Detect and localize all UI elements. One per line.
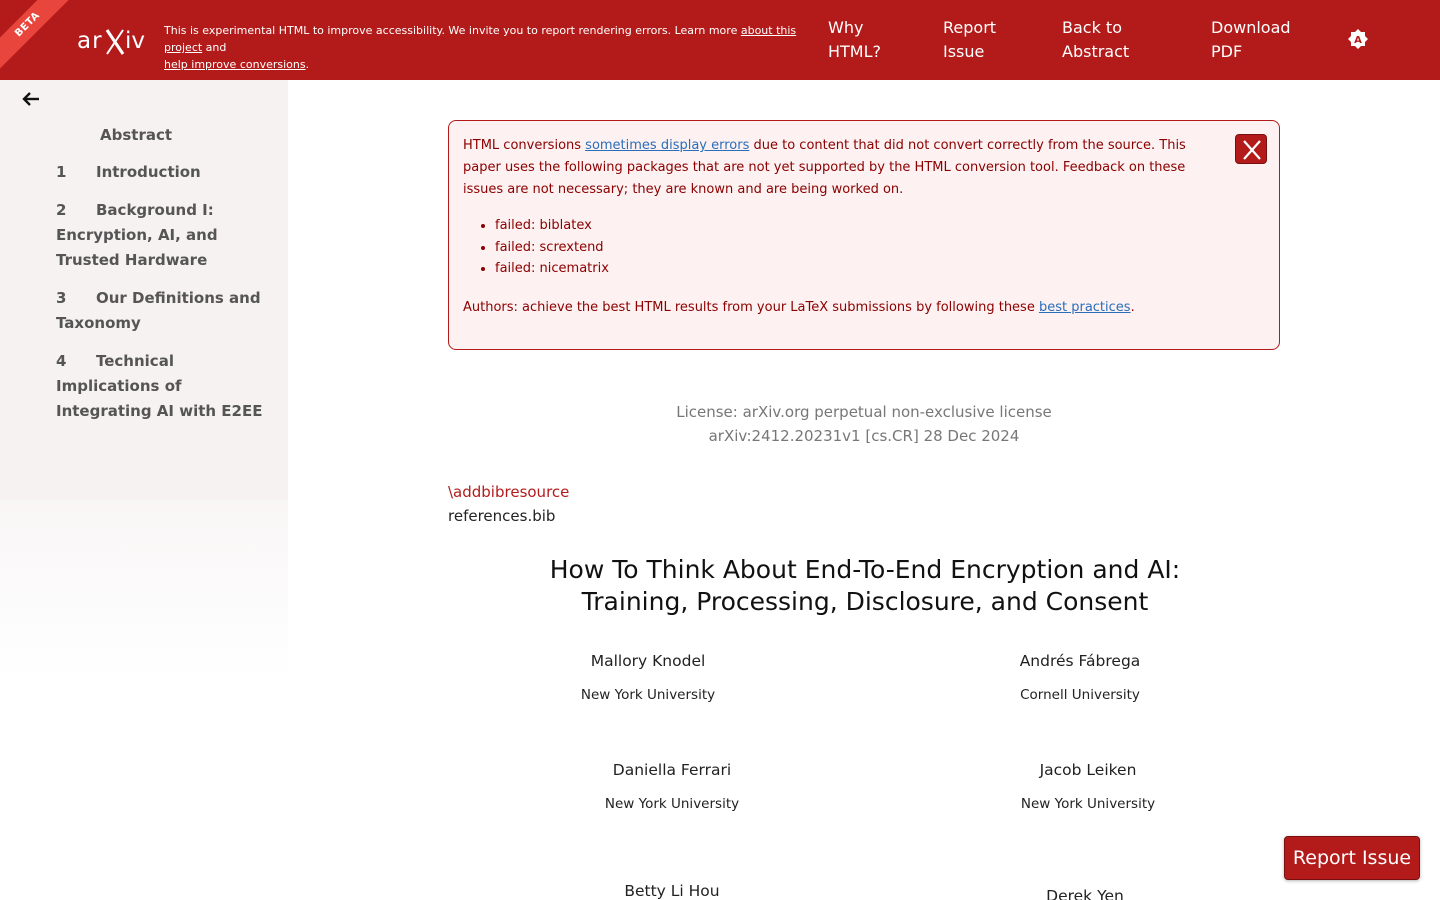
- best-practices-link[interactable]: best practices: [1038, 300, 1131, 315]
- error-text-after: due to content that did not convert correctly from the source. This paper uses the following packages that are not yet supported by the HTML conversion tool. Feedback on these issues are not necessary; they are known and are being worked on.: [463, 138, 1186, 197]
- top-header: [0, 0, 1440, 80]
- toc-label: Technical Implications of Integrating AI with E2EE: [56, 352, 263, 420]
- author-block: [980, 649, 1180, 707]
- authors-text-after: .: [1130, 300, 1135, 315]
- toc-label: Our Definitions and Taxonomy: [56, 289, 261, 332]
- author-block: [572, 758, 772, 816]
- svg-text:ar: ar: [77, 28, 103, 54]
- toc-item-technical-implications[interactable]: [56, 349, 266, 424]
- references-file: references.bib: [448, 507, 556, 525]
- addbibresource-command: \addbibresource: [448, 483, 570, 501]
- author-block: [548, 649, 748, 707]
- report-issue-button[interactable]: Report Issue: [1284, 836, 1420, 880]
- collapse-toc-arrow-icon[interactable]: [20, 88, 42, 110]
- svg-text:iv: iv: [125, 28, 146, 54]
- author-name: Jacob Leiken: [1039, 761, 1137, 779]
- banner-text-end: .: [305, 58, 310, 71]
- report-issue-link[interactable]: Report Issue: [943, 18, 997, 61]
- theme-toggle-icon[interactable]: [1346, 27, 1370, 51]
- toc-label: Introduction: [96, 163, 201, 181]
- close-icon: [1236, 135, 1268, 165]
- author-block: [988, 758, 1188, 816]
- sidebar-fade: [0, 500, 288, 680]
- toc-item-introduction[interactable]: [56, 160, 266, 185]
- authors-advice: [463, 297, 1243, 319]
- license-line: License: arXiv.org perpetual non-exclusive license: [676, 403, 1052, 421]
- arxiv-logo[interactable]: [77, 22, 153, 58]
- arxiv-logo-icon: [77, 22, 153, 58]
- help-improve-link[interactable]: help improve conversions: [164, 58, 306, 71]
- experimental-banner: [164, 22, 814, 73]
- toc-item-abstract[interactable]: Abstract: [100, 126, 173, 144]
- authors-text-before: Authors: achieve the best HTML results from your LaTeX submissions by following these: [463, 300, 1039, 315]
- list-item: • failed: scrextend: [495, 237, 609, 259]
- author-affiliation: New York University: [604, 796, 740, 812]
- toc-num: 4: [56, 352, 67, 370]
- author-affiliation: New York University: [1020, 796, 1156, 812]
- paper-title: How To Think About End-To-End Encryption and AI: Training, Processing, Disclosure, and Consent: [549, 555, 1181, 616]
- why-html-link[interactable]: Why HTML?: [828, 18, 882, 61]
- close-notice-button[interactable]: [1235, 134, 1267, 164]
- author-name: Derek Yen: [1046, 887, 1124, 900]
- list-item: • failed: nicematrix: [495, 258, 609, 280]
- toc-item-definitions[interactable]: [56, 286, 266, 336]
- toc-num: 1: [56, 163, 67, 181]
- toc-item-background[interactable]: [56, 198, 266, 273]
- error-text-before: HTML conversions: [463, 138, 586, 153]
- author-name: Andrés Fábrega: [1019, 652, 1141, 670]
- error-notice-text: [463, 135, 1223, 201]
- banner-text-before: This is experimental HTML to improve accessibility. We invite you to report rendering errors. Learn more: [164, 24, 741, 37]
- toc-num: 3: [56, 289, 67, 307]
- author-affiliation: Cornell University: [1020, 687, 1140, 703]
- svg-text:A: A: [1354, 35, 1362, 46]
- author-name: Mallory Knodel: [590, 652, 706, 670]
- author-block: [1010, 884, 1160, 900]
- license-info: [448, 400, 1280, 448]
- display-errors-link[interactable]: sometimes display errors: [585, 138, 750, 153]
- author-block: [572, 879, 772, 900]
- about-project-link[interactable]: about this project: [164, 24, 797, 54]
- author-affiliation: New York University: [580, 687, 716, 703]
- author-name: Betty Li Hou: [624, 882, 720, 900]
- toc-num: 2: [56, 201, 67, 219]
- failed-packages-list: [495, 215, 609, 280]
- author-name: Daniella Ferrari: [612, 761, 732, 779]
- list-item: • failed: biblatex: [495, 215, 609, 237]
- download-pdf-link[interactable]: Download PDF: [1211, 18, 1291, 61]
- beta-ribbon: BETA: [0, 0, 78, 75]
- conversion-error-notice: [448, 120, 1280, 350]
- toc-label: Background I: Encryption, AI, and Trusted Hardware: [56, 201, 218, 269]
- banner-text-and: and: [202, 41, 227, 54]
- arxiv-id-line: arXiv:2412.20231v1 [cs.CR] 28 Dec 2024: [708, 427, 1020, 445]
- back-to-abstract-link[interactable]: Back to Abstract: [1062, 18, 1130, 61]
